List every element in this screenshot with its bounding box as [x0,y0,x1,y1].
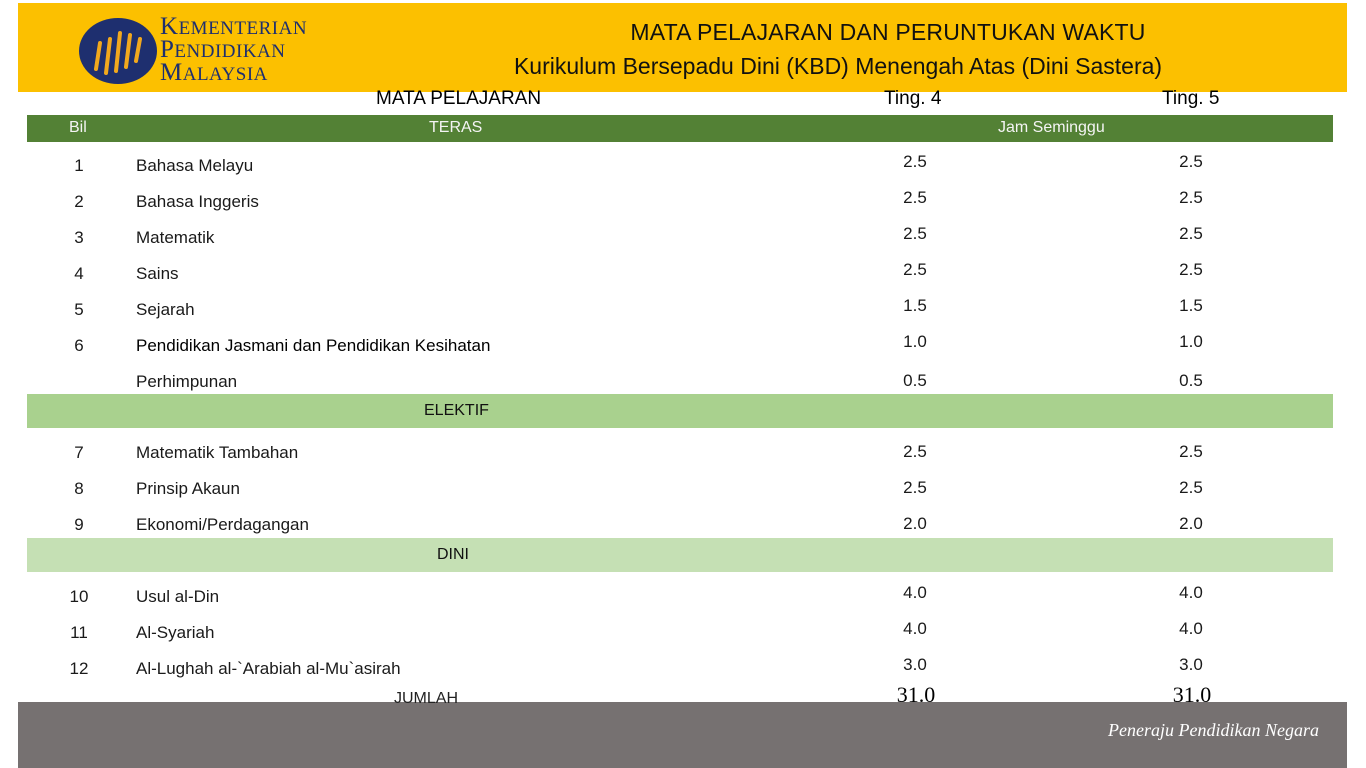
hours-ting5: 0.5 [1179,371,1203,390]
page-subtitle: Kurikulum Bersepadu Dini (KBD) Menengah Atas (Dini Sastera) [513,53,1163,79]
column-header-subject: MATA PELAJARAN [376,88,542,109]
row-number: 5 [74,300,84,319]
total-ting5: 31.0 [1172,682,1212,707]
row-number: 3 [74,228,84,247]
hours-ting5: 2.0 [1179,514,1203,533]
table-row [27,181,1333,217]
logo-line-3: MALAYSIA [160,59,268,86]
logo-line-1-initial: K [160,13,179,40]
row-number: 12 [69,659,89,678]
row-number: 4 [74,264,84,283]
row-number: 8 [74,479,84,498]
ministry-logo-icon [78,17,158,85]
table-row [27,145,1333,181]
hours-ting4: 2.0 [903,514,927,533]
table-row [27,253,1333,289]
table-row [27,648,1333,684]
hours-ting5: 2.5 [1179,442,1203,461]
subject-name: Matematik Tambahan [136,443,299,462]
hours-ting4: 2.5 [903,260,927,279]
table-row [27,289,1333,325]
hours-ting5: 2.5 [1179,152,1203,171]
table-row [27,504,1333,540]
table-row [27,468,1333,504]
logo-line-1: EMENTERIAN [178,18,308,39]
hours-ting4: 1.5 [903,296,927,315]
section-band-teras [27,115,1333,142]
section-label-dini: DINI [437,546,469,563]
row-number: 1 [74,156,84,175]
row-number: 10 [69,587,89,606]
row-number: 9 [74,515,84,534]
row-number: 7 [74,443,84,462]
subject-name: Ekonomi/Perdagangan [136,515,309,534]
subject-name: Al-Syariah [136,623,215,642]
hours-ting4: 3.0 [903,655,927,674]
subject-name: Prinsip Akaun [136,479,240,498]
table-row [27,576,1333,612]
hours-ting5: 2.5 [1179,260,1203,279]
hours-ting5: 2.5 [1179,224,1203,243]
hours-ting5: 1.0 [1179,332,1203,351]
section-band-dini [27,538,1333,572]
subject-name: Al-Lughah al-`Arabiah al-Mu`asirah [136,659,401,678]
subject-name: Bahasa Inggeris [136,192,259,211]
table-row [27,432,1333,468]
section-label-teras: TERAS [429,119,483,136]
subject-name: Usul al-Din [136,587,220,606]
header-banner [18,3,1347,92]
section-band-elektif [27,394,1333,428]
subject-name: Pendidikan Jasmani dan Pendidikan Kesihatan [136,336,491,355]
logo-line-2: PENDIDIKAN [160,36,286,63]
subject-name: Bahasa Melayu [136,156,254,175]
hours-ting5: 4.0 [1179,583,1203,602]
section-label-elektif: ELEKTIF [424,402,489,419]
footer-slogan: Peneraju Pendidikan Negara [1108,720,1319,740]
hours-ting5: 2.5 [1179,188,1203,207]
subject-name: Matematik [136,228,215,247]
footer-bar [18,702,1347,768]
hours-ting4: 2.5 [903,188,927,207]
table-row [27,217,1333,253]
hours-ting5: 1.5 [1179,296,1203,315]
page-title: MATA PELAJARAN DAN PERUNTUKAN WAKTU [630,19,1146,45]
hours-ting4: 2.5 [903,478,927,497]
hours-ting4: 2.5 [903,152,927,171]
row-number: 6 [74,336,84,355]
column-header-ting4: Ting. 4 [884,88,942,109]
column-header-ting5: Ting. 5 [1162,88,1220,109]
hours-ting4: 4.0 [903,619,927,638]
hours-ting4: 1.0 [903,332,927,351]
ministry-name [160,13,308,86]
bil-header: Bil [69,119,87,136]
hours-ting5: 3.0 [1179,655,1203,674]
row-number: 11 [70,623,88,642]
total-label: JUMLAH [394,690,459,707]
hours-per-week-header: Jam Seminggu [998,119,1105,136]
hours-ting4: 2.5 [903,442,927,461]
hours-ting4: 0.5 [903,371,927,390]
table-row [27,325,1333,361]
subject-name: Sejarah [136,300,195,319]
total-ting4: 31.0 [896,682,936,707]
hours-ting5: 4.0 [1179,619,1203,638]
row-number: 2 [74,192,84,211]
table-row [27,361,1333,397]
table-row [27,612,1333,648]
hours-ting5: 2.5 [1179,478,1203,497]
hours-ting4: 2.5 [903,224,927,243]
hours-ting4: 4.0 [903,583,927,602]
subject-name: Perhimpunan [136,372,238,391]
subject-name: Sains [136,264,179,283]
